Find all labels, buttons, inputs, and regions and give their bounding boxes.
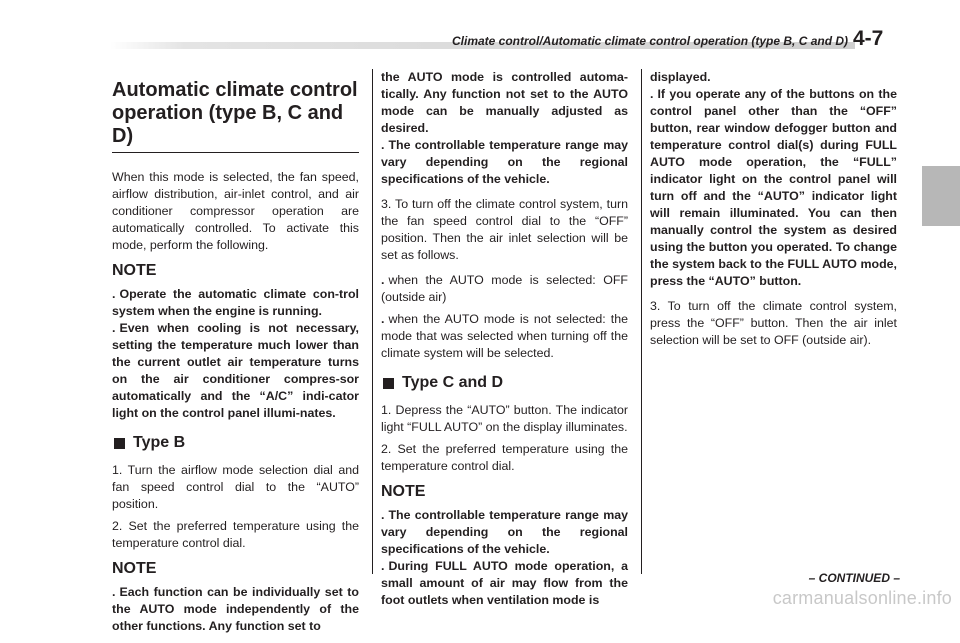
note-item	[650, 86, 897, 290]
list-item	[381, 272, 628, 306]
running-header: Climate control/Automatic climate control operation (type B, C and D)	[452, 34, 849, 48]
note-item	[112, 286, 359, 320]
column-3	[650, 69, 897, 354]
step-1: 1. Depress the “AUTO” button. The indicator light “FULL AUTO” on the display illuminates.	[381, 403, 628, 434]
step-3: 3. To turn off the climate control system, press the “OFF” button. Then the air inlet selection will be set to OFF (outside air).	[650, 299, 897, 347]
square-bullet-icon	[114, 438, 125, 449]
note-heading: NOTE	[381, 483, 426, 500]
note-item-text: Each function can be individually set to the AUTO mode independently of the other functions. Any function set to	[112, 585, 359, 633]
type-cd-heading	[381, 374, 628, 392]
column-2	[381, 69, 628, 617]
bullet-dot: .	[381, 559, 385, 573]
step-1: 1. Turn the airflow mode selection dial and fan speed control dial to the “AUTO” position.	[112, 463, 359, 511]
note-item	[112, 320, 359, 422]
column-1	[112, 79, 359, 643]
page-number: 4-7	[853, 27, 884, 50]
note-item	[381, 507, 628, 558]
bullet-dot: .	[112, 321, 116, 335]
type-cd-heading-text: Type C and D	[402, 374, 504, 391]
bullet-dot: .	[381, 138, 385, 152]
note-item	[381, 558, 628, 609]
bullet-dot: .	[650, 87, 654, 101]
bullet-dot: .	[381, 273, 385, 287]
note-item-text: The controllable temperature range may vary depending on the regional specifications of the vehicle.	[381, 508, 628, 556]
type-b-heading-text: Type B	[133, 434, 186, 451]
note-item	[381, 137, 628, 188]
column-divider-right	[641, 69, 642, 574]
square-bullet-icon	[383, 378, 394, 389]
note-item-text: Even when cooling is not necessary, setting the temperature much lower than the current outlet air temperature turns on the air conditioner compres-sor automatically and the “A/C” indi-cator light on the control panel illumi-nates.	[112, 321, 359, 420]
bullet-dot: .	[381, 508, 385, 522]
intro-paragraph: When this mode is selected, the fan speed, airflow distribution, air-inlet control, and air conditioner compressor operation are automatically controlled. To activate this mode, perform the following.	[112, 170, 359, 252]
type-b-heading	[112, 434, 359, 452]
note-heading: NOTE	[112, 560, 157, 577]
note-item-text: During FULL AUTO mode operation, a small amount of air may flow from the foot outlets when ventilation mode is	[381, 559, 628, 607]
list-item-text: when the AUTO mode is selected: OFF (outside air)	[381, 273, 628, 304]
list-item	[381, 311, 628, 362]
note-item-text: The controllable temperature range may vary depending on the regional specifications of the vehicle.	[381, 138, 628, 186]
note-item-text: If you operate any of the buttons on the control panel other than the “OFF” button, rear window defogger button and temperature control dial(s) during FULL AUTO mode operation, the “FULL” indicator light on the control panel will turn off and the “AUTO” indicator light will remain illuminated. You can then manually control the system as desired using the button you operated. To change the system back to the FULL AUTO mode, press the “AUTO” button.	[650, 87, 897, 288]
bullet-dot: .	[112, 585, 116, 599]
note-item	[112, 584, 359, 635]
bullet-dot: .	[112, 287, 116, 301]
step-3: 3. To turn off the climate control system, turn the fan speed control dial to the “OFF” position. Then the air inlet selection will be set as follows.	[381, 197, 628, 262]
step-2: 2. Set the preferred temperature using the temperature control dial.	[112, 519, 359, 550]
continued-label: – CONTINUED –	[808, 571, 900, 585]
note-heading: NOTE	[112, 262, 157, 279]
section-title: Automatic climate control operation (type B, C and D)	[112, 79, 359, 153]
chapter-thumb-tab	[922, 166, 960, 226]
continued-note-text: displayed.	[650, 70, 711, 84]
note-item-text: Operate the automatic climate con-trol system when the engine is running.	[112, 287, 359, 318]
continued-note-text: the AUTO mode is controlled automa-tically. Any function not set to the AUTO mode can be manually adjusted as desired.	[381, 70, 628, 135]
bullet-dot: .	[381, 312, 385, 326]
list-item-text: when the AUTO mode is not selected: the mode that was selected when turning off the climate system will be selected.	[381, 312, 628, 360]
watermark: carmanualsonline.info	[772, 588, 952, 608]
step-2: 2. Set the preferred temperature using the temperature control dial.	[381, 442, 628, 473]
column-divider-left	[372, 69, 373, 574]
